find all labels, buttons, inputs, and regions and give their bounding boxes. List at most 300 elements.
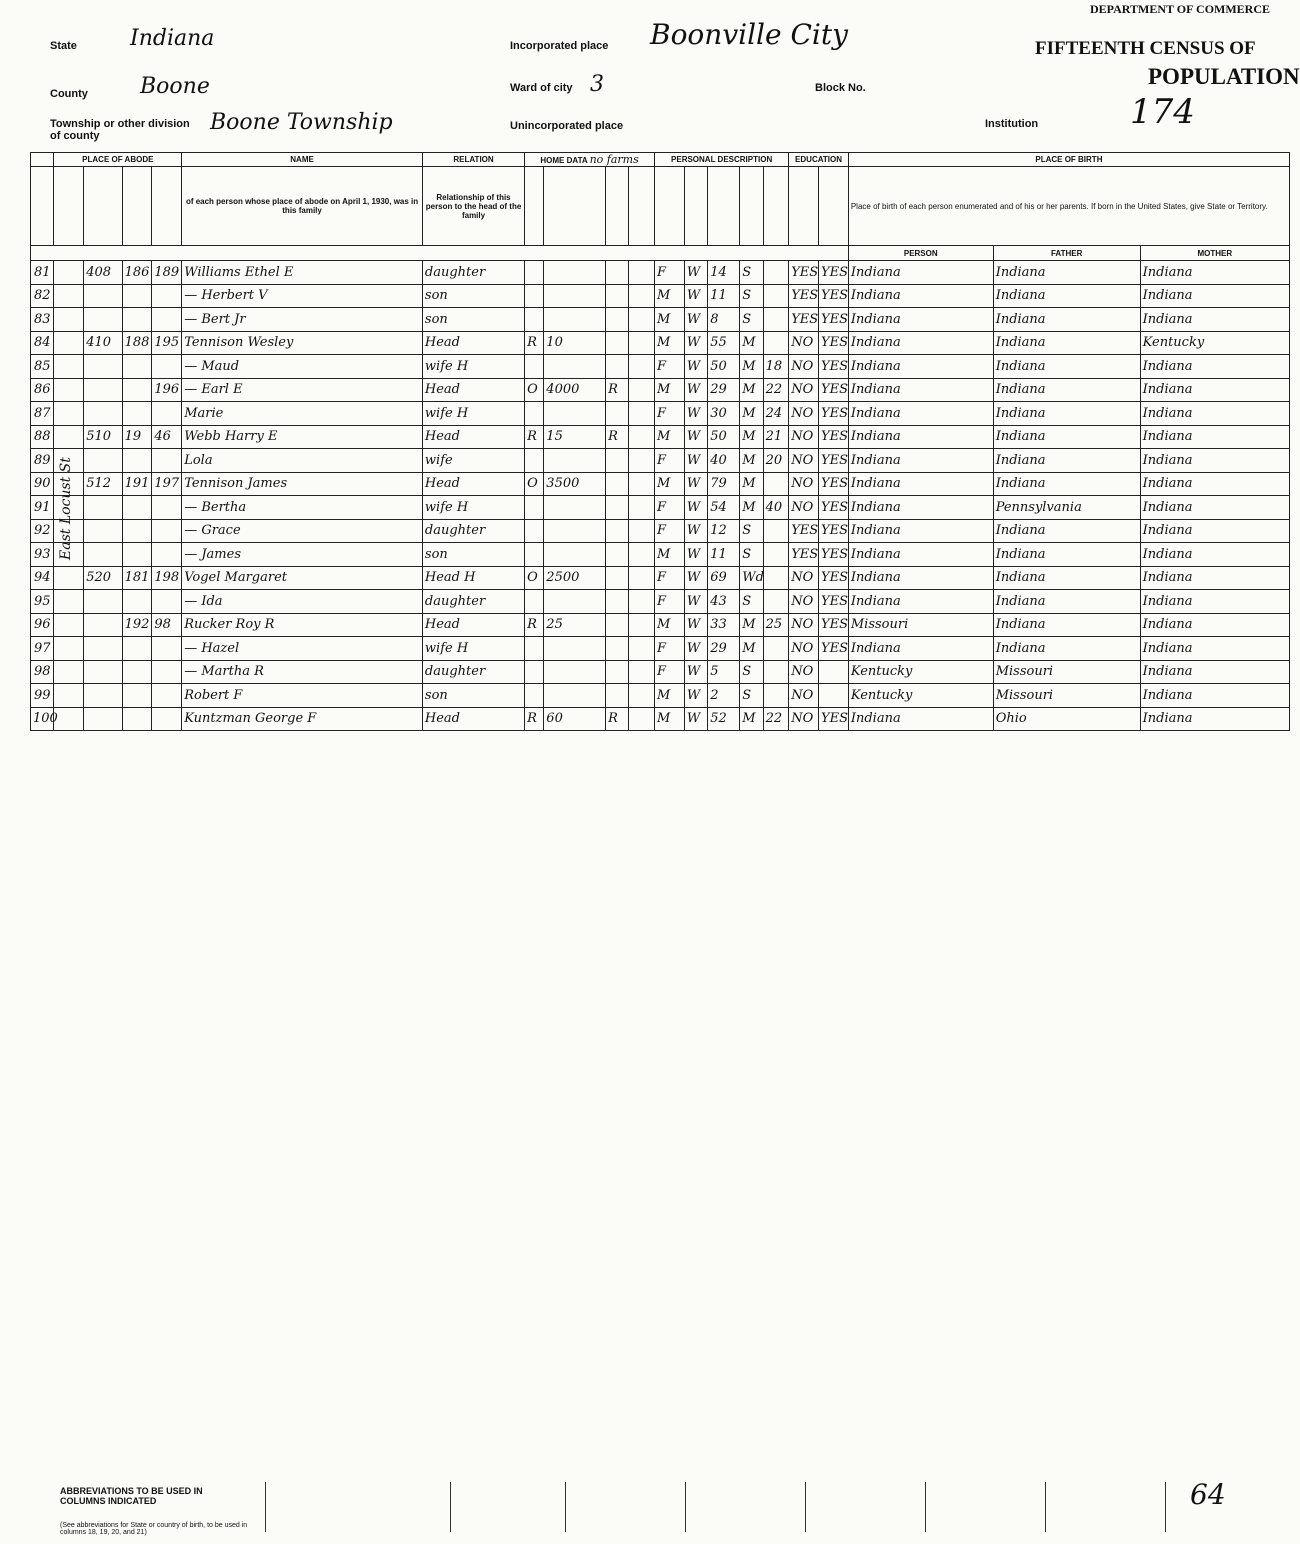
read-cell	[819, 660, 849, 684]
color-cell: W	[684, 378, 707, 402]
radio-cell	[606, 472, 629, 496]
line-number: 97	[31, 637, 54, 661]
family-number	[152, 355, 182, 379]
tenure-cell	[525, 519, 544, 543]
person-name: Rucker Roy R	[182, 613, 423, 637]
dwelling-number	[122, 590, 152, 614]
dwelling-number	[122, 684, 152, 708]
birthplace-cell: Indiana	[848, 449, 993, 473]
tenure-cell	[525, 590, 544, 614]
age-married-cell	[763, 472, 789, 496]
relation-cell: daughter	[422, 519, 524, 543]
color-cell: W	[684, 590, 707, 614]
street-cell	[54, 684, 84, 708]
color-cell: W	[684, 496, 707, 520]
mother-birthplace: Indiana	[1140, 378, 1289, 402]
line-number: 89	[31, 449, 54, 473]
county-value: Boone	[140, 74, 210, 99]
person-name: Williams Ethel E	[182, 261, 423, 285]
marital-cell: M	[740, 355, 763, 379]
color-cell: W	[684, 637, 707, 661]
school-cell: NO	[789, 566, 819, 590]
home-value	[544, 355, 606, 379]
mother-birthplace: Indiana	[1140, 590, 1289, 614]
school-cell: NO	[789, 449, 819, 473]
sex-cell: F	[655, 519, 685, 543]
school-cell: YES	[789, 261, 819, 285]
relation-cell: wife	[422, 449, 524, 473]
age-cell: 50	[708, 355, 740, 379]
farm-cell	[629, 707, 655, 731]
table-row	[31, 284, 1290, 308]
marital-cell: M	[740, 378, 763, 402]
census-title: FIFTEENTH CENSUS OF	[1035, 38, 1256, 59]
table-row	[31, 308, 1290, 332]
home-value	[544, 519, 606, 543]
sex-cell: M	[655, 472, 685, 496]
person-header: PERSON	[848, 246, 993, 261]
house-number	[84, 543, 122, 567]
sex-cell: F	[655, 637, 685, 661]
line-number: 84	[31, 331, 54, 355]
line-number: 91	[31, 496, 54, 520]
age-cell: 11	[708, 284, 740, 308]
street-cell	[54, 378, 84, 402]
marital-cell: M	[740, 425, 763, 449]
home-value	[544, 590, 606, 614]
abbrev-block	[265, 1482, 430, 1532]
age-married-cell: 22	[763, 707, 789, 731]
home-value	[544, 284, 606, 308]
street-cell	[54, 331, 84, 355]
table-row	[31, 402, 1290, 426]
father-birthplace: Missouri	[993, 660, 1140, 684]
marital-cell: M	[740, 449, 763, 473]
dwelling-number-col	[122, 167, 152, 246]
abbrev-block	[565, 1482, 670, 1532]
age-married-cell	[763, 519, 789, 543]
person-name: Tennison James	[182, 472, 423, 496]
color-cell: W	[684, 308, 707, 332]
birthplace-cell: Indiana	[848, 284, 993, 308]
father-birthplace: Indiana	[993, 308, 1140, 332]
line-number: 82	[31, 284, 54, 308]
mother-birthplace: Indiana	[1140, 613, 1289, 637]
radio-cell	[606, 684, 629, 708]
house-number: 512	[84, 472, 122, 496]
relation-cell: son	[422, 284, 524, 308]
table-row	[31, 425, 1290, 449]
person-name: — Maud	[182, 355, 423, 379]
radio-cell	[606, 308, 629, 332]
birthplace-cell: Indiana	[848, 566, 993, 590]
sex-cell: M	[655, 707, 685, 731]
table-row	[31, 566, 1290, 590]
color-cell: W	[684, 284, 707, 308]
color-cell: W	[684, 331, 707, 355]
read-cell: YES	[819, 355, 849, 379]
name-header: NAME	[182, 153, 423, 167]
father-header: FATHER	[993, 246, 1140, 261]
person-name: — Grace	[182, 519, 423, 543]
house-number: 520	[84, 566, 122, 590]
age-col	[708, 167, 740, 246]
mother-birthplace: Indiana	[1140, 308, 1289, 332]
father-birthplace: Indiana	[993, 378, 1140, 402]
county-label: County	[50, 88, 88, 100]
farm-cell	[629, 308, 655, 332]
age-cell: 8	[708, 308, 740, 332]
relation-cell: Head	[422, 425, 524, 449]
read-cell: YES	[819, 613, 849, 637]
line-number: 96	[31, 613, 54, 637]
house-number: 408	[84, 261, 122, 285]
age-married-cell	[763, 637, 789, 661]
color-cell: W	[684, 402, 707, 426]
township-value: Boone Township	[210, 110, 393, 135]
population-title: POPULATION	[1148, 64, 1300, 89]
radio-col	[606, 167, 629, 246]
read-cell: YES	[819, 590, 849, 614]
street-cell	[54, 261, 84, 285]
relation-cell: daughter	[422, 590, 524, 614]
age-married-cell: 18	[763, 355, 789, 379]
father-birthplace: Missouri	[993, 684, 1140, 708]
mother-header: MOTHER	[1140, 246, 1289, 261]
street-margin-note: East Locust St	[58, 457, 74, 560]
person-name: Vogel Margaret	[182, 566, 423, 590]
table-row	[31, 543, 1290, 567]
relation-cell: wife H	[422, 496, 524, 520]
tenure-cell	[525, 355, 544, 379]
person-name: Robert F	[182, 684, 423, 708]
mother-birthplace: Indiana	[1140, 449, 1289, 473]
ward-value: 3	[590, 72, 604, 97]
school-cell: NO	[789, 613, 819, 637]
family-number	[152, 449, 182, 473]
read-cell: YES	[819, 496, 849, 520]
tenure-cell	[525, 449, 544, 473]
age-married-cell	[763, 261, 789, 285]
abbrev-block	[685, 1482, 790, 1532]
person-name: Marie	[182, 402, 423, 426]
radio-cell	[606, 449, 629, 473]
line-number: 98	[31, 660, 54, 684]
place-value: Boonville City	[650, 18, 848, 51]
farm-cell	[629, 660, 655, 684]
mother-birthplace: Indiana	[1140, 355, 1289, 379]
abbreviations-footer	[60, 1478, 1290, 1538]
house-number	[84, 496, 122, 520]
family-number	[152, 543, 182, 567]
color-cell: W	[684, 472, 707, 496]
person-name: — Ida	[182, 590, 423, 614]
house-number	[84, 660, 122, 684]
read-cell: YES	[819, 284, 849, 308]
mother-birthplace: Indiana	[1140, 566, 1289, 590]
school-cell: NO	[789, 402, 819, 426]
school-cell: YES	[789, 519, 819, 543]
school-cell: YES	[789, 308, 819, 332]
family-number	[152, 707, 182, 731]
farm-cell	[629, 566, 655, 590]
mother-birthplace: Indiana	[1140, 425, 1289, 449]
sex-cell: M	[655, 331, 685, 355]
name-desc: of each person whose place of abode on April 1, 1930, was in this family	[182, 167, 423, 246]
farm-cell	[629, 331, 655, 355]
dwelling-number	[122, 637, 152, 661]
read-cell: YES	[819, 519, 849, 543]
age-cell: 2	[708, 684, 740, 708]
home-value: 10	[544, 331, 606, 355]
house-number	[84, 378, 122, 402]
sex-cell: F	[655, 261, 685, 285]
color-col	[684, 167, 707, 246]
father-birthplace: Indiana	[993, 637, 1140, 661]
sex-cell: M	[655, 425, 685, 449]
tenure-cell: R	[525, 707, 544, 731]
sex-cell: F	[655, 449, 685, 473]
age-married-cell: 25	[763, 613, 789, 637]
relation-cell: daughter	[422, 660, 524, 684]
read-cell: YES	[819, 378, 849, 402]
person-name: — Martha R	[182, 660, 423, 684]
mother-birthplace: Indiana	[1140, 519, 1289, 543]
table-row	[31, 660, 1290, 684]
abbrev-title: ABBREVIATIONS TO BE USED IN COLUMNS INDICATED	[60, 1486, 203, 1506]
abbrev-block	[925, 1482, 1030, 1532]
house-number	[84, 707, 122, 731]
read-cell: YES	[819, 425, 849, 449]
marital-cell: M	[740, 496, 763, 520]
tenure-cell: O	[525, 472, 544, 496]
person-name: — James	[182, 543, 423, 567]
tenure-cell	[525, 660, 544, 684]
school-cell: NO	[789, 331, 819, 355]
school-col	[789, 167, 819, 246]
father-birthplace: Indiana	[993, 566, 1140, 590]
street-cell	[54, 566, 84, 590]
line-number: 87	[31, 402, 54, 426]
age-cell: 11	[708, 543, 740, 567]
relation-cell: son	[422, 543, 524, 567]
dwelling-number: 188	[122, 331, 152, 355]
home-value	[544, 543, 606, 567]
age-married-col	[763, 167, 789, 246]
father-birthplace: Indiana	[993, 449, 1140, 473]
read-col	[819, 167, 849, 246]
mother-birthplace: Indiana	[1140, 496, 1289, 520]
family-number: 197	[152, 472, 182, 496]
tenure-col	[525, 167, 544, 246]
relation-header: RELATION	[422, 153, 524, 167]
street-cell	[54, 425, 84, 449]
value-col	[544, 167, 606, 246]
father-birthplace: Indiana	[993, 261, 1140, 285]
township-label: Township or other division of county	[50, 118, 190, 142]
farm-cell	[629, 637, 655, 661]
street-cell	[54, 402, 84, 426]
person-name: — Bert Jr	[182, 308, 423, 332]
age-married-cell	[763, 590, 789, 614]
father-birthplace: Indiana	[993, 425, 1140, 449]
census-table	[30, 152, 1290, 731]
marital-cell: S	[740, 308, 763, 332]
radio-cell	[606, 355, 629, 379]
abbrev-block	[805, 1482, 910, 1532]
read-cell: YES	[819, 707, 849, 731]
marital-cell: M	[740, 472, 763, 496]
home-value	[544, 261, 606, 285]
read-cell: YES	[819, 308, 849, 332]
sheet-number: 64	[1190, 1478, 1226, 1511]
radio-cell	[606, 660, 629, 684]
house-number	[84, 590, 122, 614]
age-cell: 5	[708, 660, 740, 684]
birthplace-cell: Missouri	[848, 613, 993, 637]
dwelling-number	[122, 660, 152, 684]
table-row	[31, 613, 1290, 637]
table-row	[31, 519, 1290, 543]
relation-cell: Head	[422, 378, 524, 402]
radio-cell: R	[606, 707, 629, 731]
color-cell: W	[684, 449, 707, 473]
birthplace-cell: Indiana	[848, 355, 993, 379]
mother-birthplace: Kentucky	[1140, 331, 1289, 355]
birth-desc: Place of birth of each person enumerated and of his or her parents. If born in the United States, give State or Territory.	[848, 167, 1289, 246]
relation-cell: wife H	[422, 402, 524, 426]
family-number: 196	[152, 378, 182, 402]
read-cell: YES	[819, 543, 849, 567]
family-number: 195	[152, 331, 182, 355]
marital-cell: M	[740, 637, 763, 661]
house-number	[84, 355, 122, 379]
family-number-col	[152, 167, 182, 246]
age-married-cell: 40	[763, 496, 789, 520]
abbrev-block	[450, 1482, 555, 1532]
age-married-cell	[763, 566, 789, 590]
birthplace-cell: Indiana	[848, 261, 993, 285]
table-row	[31, 331, 1290, 355]
birth-header: PLACE OF BIRTH	[848, 153, 1289, 167]
dwelling-number	[122, 543, 152, 567]
line-number: 99	[31, 684, 54, 708]
line-number-col	[31, 167, 54, 246]
birthplace-cell: Indiana	[848, 543, 993, 567]
family-number	[152, 284, 182, 308]
sex-cell: M	[655, 378, 685, 402]
age-cell: 50	[708, 425, 740, 449]
tenure-cell	[525, 637, 544, 661]
marital-cell: M	[740, 613, 763, 637]
radio-cell	[606, 519, 629, 543]
house-number	[84, 519, 122, 543]
table-row	[31, 378, 1290, 402]
farm-cell	[629, 261, 655, 285]
farm-cell	[629, 402, 655, 426]
home-value	[544, 402, 606, 426]
relation-cell: Head	[422, 472, 524, 496]
mother-birthplace: Indiana	[1140, 284, 1289, 308]
street-cell	[54, 637, 84, 661]
street-cell	[54, 660, 84, 684]
home-value	[544, 684, 606, 708]
birthplace-cell: Indiana	[848, 425, 993, 449]
dwelling-number: 19	[122, 425, 152, 449]
dwelling-number	[122, 378, 152, 402]
line-number: 81	[31, 261, 54, 285]
school-cell: NO	[789, 378, 819, 402]
marital-cell: M	[740, 331, 763, 355]
relation-cell: Head	[422, 707, 524, 731]
house-number	[84, 449, 122, 473]
school-cell: NO	[789, 660, 819, 684]
family-number	[152, 402, 182, 426]
radio-cell	[606, 284, 629, 308]
color-cell: W	[684, 566, 707, 590]
color-cell: W	[684, 261, 707, 285]
marital-cell: S	[740, 519, 763, 543]
personal-header: PERSONAL DESCRIPTION	[655, 153, 789, 167]
line-number: 94	[31, 566, 54, 590]
dwelling-number: 191	[122, 472, 152, 496]
line-number: 100	[31, 707, 54, 731]
father-birthplace: Indiana	[993, 613, 1140, 637]
farm-cell	[629, 284, 655, 308]
read-cell: YES	[819, 472, 849, 496]
sex-cell: F	[655, 566, 685, 590]
farm-cell	[629, 472, 655, 496]
age-cell: 54	[708, 496, 740, 520]
age-married-cell	[763, 331, 789, 355]
school-cell: YES	[789, 284, 819, 308]
home-value: 25	[544, 613, 606, 637]
age-cell: 79	[708, 472, 740, 496]
age-married-cell	[763, 684, 789, 708]
birthplace-cell: Indiana	[848, 590, 993, 614]
radio-cell	[606, 496, 629, 520]
tenure-cell: R	[525, 613, 544, 637]
home-value	[544, 308, 606, 332]
read-cell: YES	[819, 449, 849, 473]
marital-cell: S	[740, 684, 763, 708]
dwelling-number	[122, 355, 152, 379]
tenure-cell	[525, 684, 544, 708]
dwelling-number	[122, 496, 152, 520]
marital-cell: S	[740, 543, 763, 567]
school-cell: NO	[789, 684, 819, 708]
school-cell: NO	[789, 355, 819, 379]
family-number	[152, 684, 182, 708]
home-data-label: HOME DATA	[540, 156, 588, 165]
farm-cell	[629, 425, 655, 449]
relation-cell: Head	[422, 331, 524, 355]
age-married-cell	[763, 660, 789, 684]
age-married-cell	[763, 308, 789, 332]
age-cell: 29	[708, 637, 740, 661]
table-row	[31, 684, 1290, 708]
radio-cell	[606, 543, 629, 567]
age-cell: 55	[708, 331, 740, 355]
line-number: 95	[31, 590, 54, 614]
sex-cell: M	[655, 613, 685, 637]
line-number: 92	[31, 519, 54, 543]
birthplace-cell: Indiana	[848, 496, 993, 520]
radio-cell: R	[606, 425, 629, 449]
age-cell: 12	[708, 519, 740, 543]
birthplace-cell: Indiana	[848, 331, 993, 355]
color-cell: W	[684, 543, 707, 567]
